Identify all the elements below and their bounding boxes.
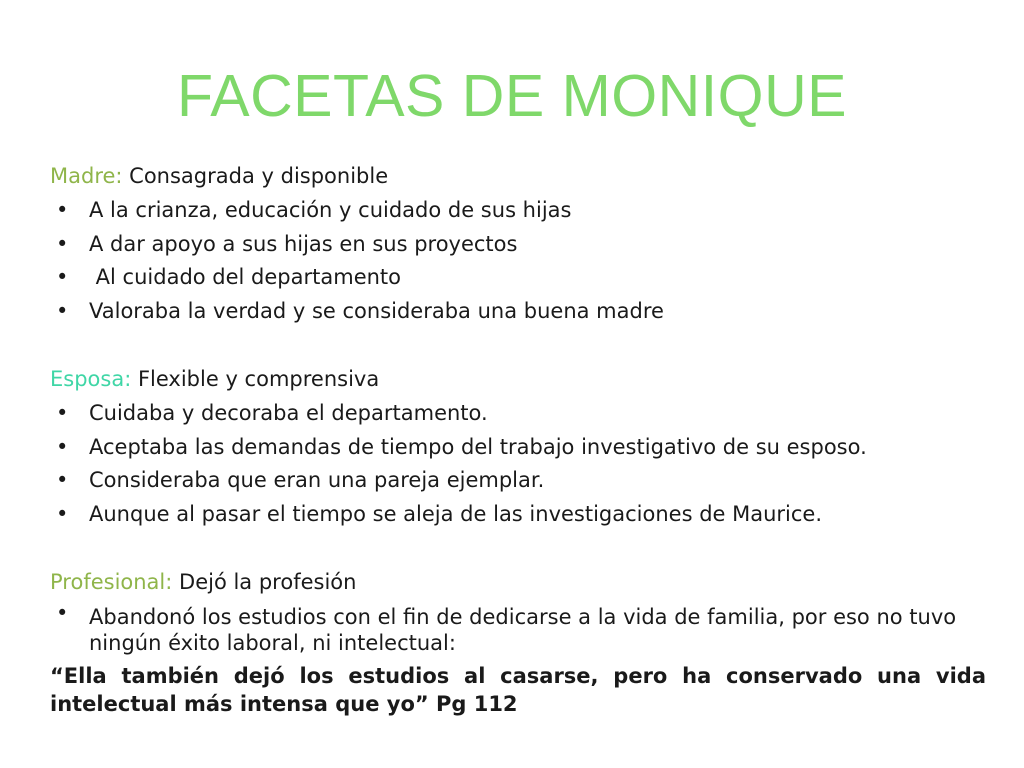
slide-content [50,160,986,718]
bullet-list [50,600,986,660]
bullet-item [50,194,986,228]
section-subtitle: Consagrada y disponible [122,164,389,188]
bullet-item [50,295,986,329]
bullet-text: Aunque al pasar el tiempo se aleja de las investigaciones de Maurice. [89,502,823,527]
section-heading [50,363,986,397]
section-esposa [50,363,986,532]
bullet-text: Consideraba que eran una pareja ejemplar. [89,468,545,493]
bullet-item [50,261,986,295]
bullet-text: Aceptaba las demandas de tiempo del trabajo investigativo de su esposo. [89,434,867,459]
bullet-text: Abandonó los estudios con el fin de dedicarse a la vida de familia, por eso no tuvo ningún éxito laboral, ni intelectual: [89,604,957,655]
bullet-item [50,228,986,262]
quote-text: “Ella también dejó los estudios al casarse, pero ha conservado una vida intelectual más intensa que yo” Pg 112 [50,663,986,716]
bullet-icon: • [56,400,69,425]
bullet-item [50,600,986,660]
bullet-item [50,431,986,465]
bullet-list [50,194,986,329]
bullet-list [50,397,986,532]
bullet-icon: • [56,600,69,625]
section-label-madre: Madre: [50,164,123,188]
bullet-icon: • [56,468,69,493]
bullet-text: Valoraba la verdad y se consideraba una buena madre [89,299,664,324]
section-subtitle: Flexible y comprensiva [131,366,380,391]
section-heading [50,160,986,194]
bullet-icon: • [56,197,69,222]
bullet-text: Al cuidado del departamento [89,265,402,290]
bullet-item [50,397,986,431]
section-label-profesional: Profesional: [50,569,173,594]
bullet-icon: • [56,299,69,324]
section-profesional [50,566,986,718]
section-heading [50,566,986,600]
spacer [50,329,986,363]
section-label-esposa: Esposa: [50,366,132,391]
spacer [50,532,986,566]
bullet-icon: • [56,265,69,290]
bullet-item [50,498,986,532]
bullet-icon: • [56,231,69,256]
slide-title: FACETAS DE MONIQUE [176,63,848,129]
section-subtitle: Dejó la profesión [172,569,357,594]
bullet-icon: • [56,502,69,527]
bullet-item [50,464,986,498]
bullet-text: A dar apoyo a sus hijas en sus proyectos [89,231,518,256]
bullet-text: Cuidaba y decoraba el departamento. [89,400,488,425]
section-madre [50,160,986,329]
bullet-text: A la crianza, educación y cuidado de sus hijas [89,197,572,222]
bullet-icon: • [56,434,69,459]
